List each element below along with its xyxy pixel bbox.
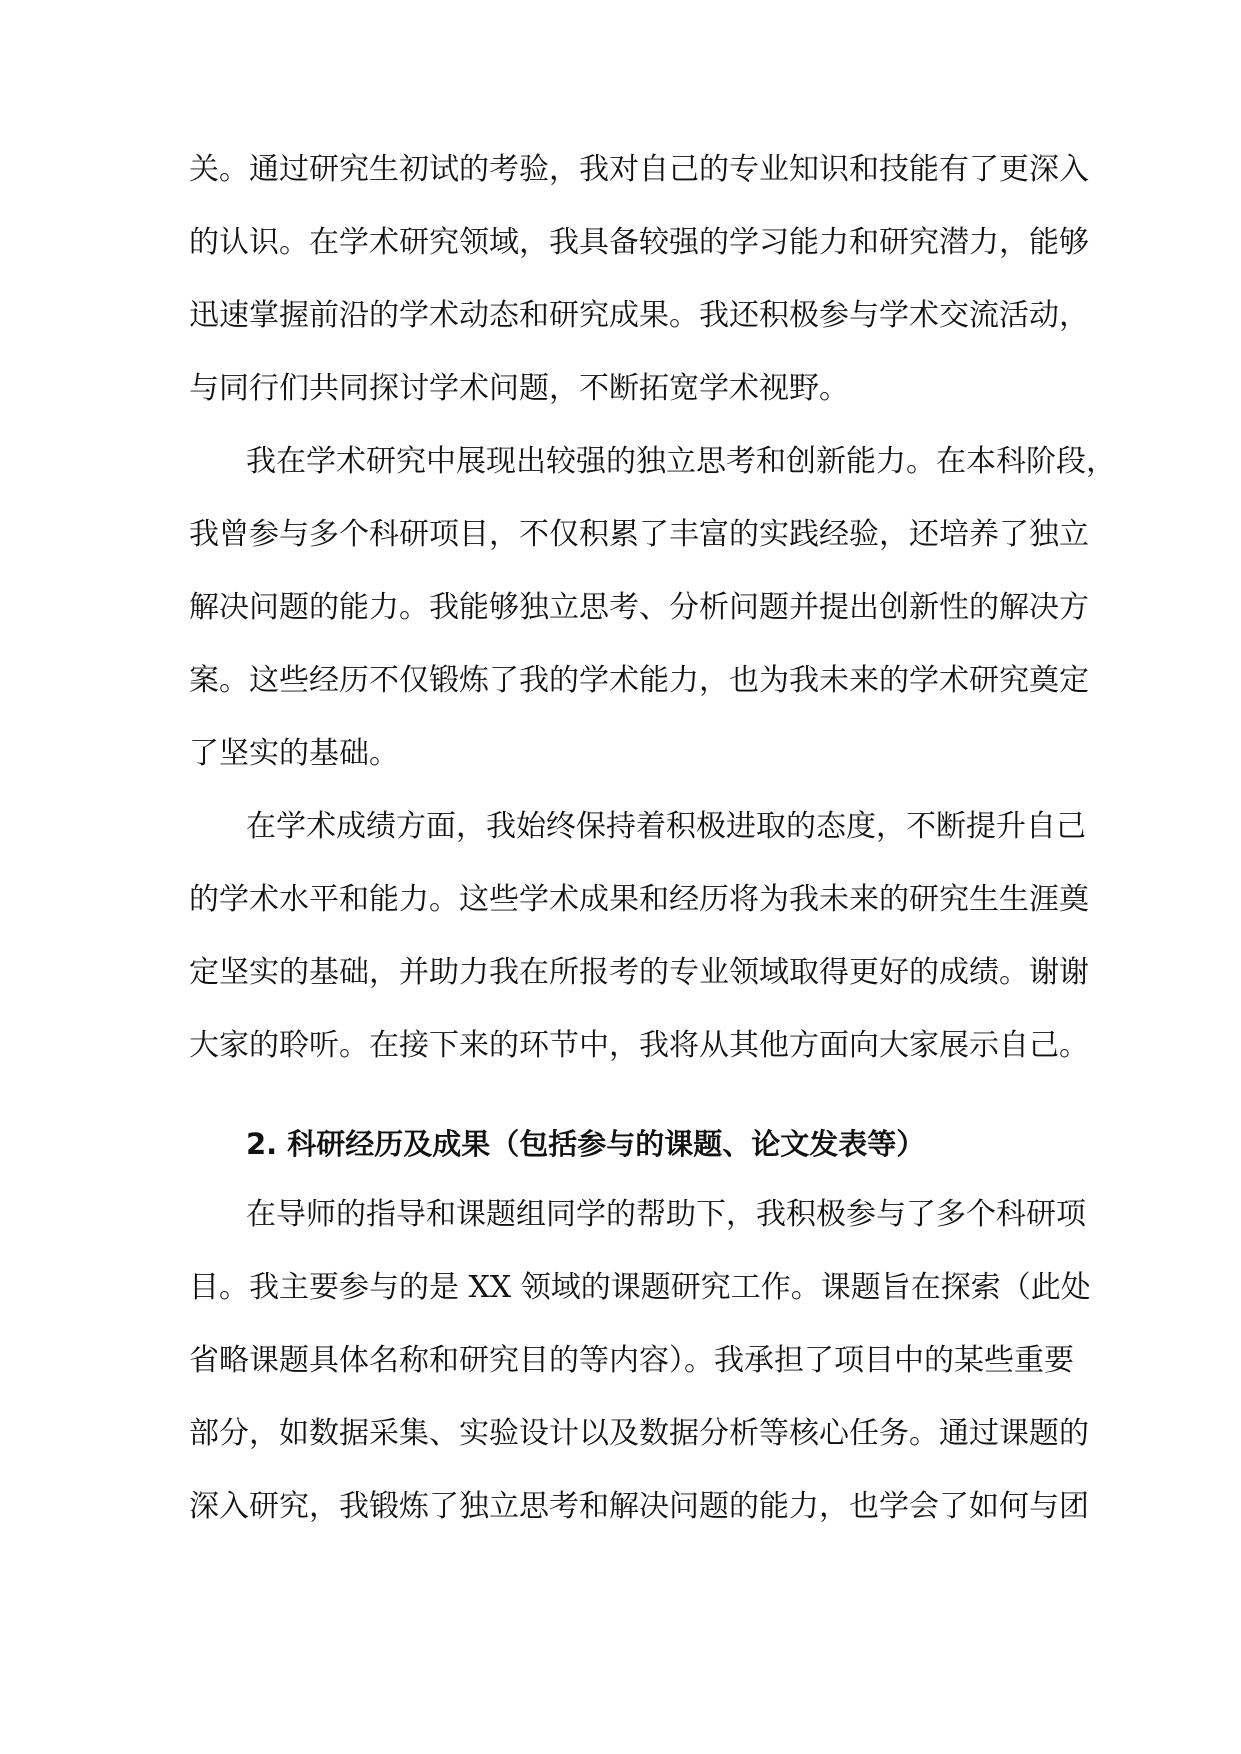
section-paragraph-line-5: 深入研究，我锻炼了独立思考和解决问题的能力，也学会了如何与团 (189, 1489, 1089, 1524)
paragraph-2-line-3: 解决问题的能力。我能够独立思考、分析问题并提出创新性的解决方 (189, 590, 1089, 625)
paragraph-3-line-4: 大家的聆听。在接下来的环节中，我将从其他方面向大家展示自己。 (189, 1028, 1089, 1063)
paragraph-3-line-1: 在学术成绩方面，我始终保持着积极进取的态度，不断提升自己 (246, 809, 1086, 844)
paragraph-2-line-5: 了坚实的基础。 (189, 736, 399, 771)
paragraph-2-line-1: 我在学术研究中展现出较强的独立思考和创新能力。在本科阶段， (246, 444, 1116, 479)
section-heading: 2. 科研经历及成果（包括参与的课题、论文发表等） (246, 1127, 926, 1161)
paragraph-3-line-3: 定坚实的基础，并助力我在所报考的专业领域取得更好的成绩。谢谢 (189, 955, 1089, 990)
paragraph-2-line-4: 案。这些经历不仅锻炼了我的学术能力，也为我未来的学术研究奠定 (189, 663, 1089, 698)
paragraph-1-line-4: 与同行们共同探讨学术问题，不断拓宽学术视野。 (189, 371, 849, 406)
paragraph-1-line-3: 迅速掌握前沿的学术动态和研究成果。我还积极参与学术交流活动， (189, 298, 1089, 333)
paragraph-1-line-1: 关。通过研究生初试的考验，我对自己的专业知识和技能有了更深入 (189, 152, 1089, 187)
section-paragraph-line-4: 部分，如数据采集、实验设计以及数据分析等核心任务。通过课题的 (189, 1416, 1089, 1451)
paragraph-3-line-2: 的学术水平和能力。这些学术成果和经历将为我未来的研究生生涯奠 (189, 882, 1089, 917)
section-paragraph-line-2: 目。我主要参与的是 XX 领域的课题研究工作。课题旨在探索（此处 (189, 1270, 1091, 1305)
section-paragraph-line-1: 在导师的指导和课题组同学的帮助下，我积极参与了多个科研项 (246, 1197, 1086, 1232)
section-paragraph-line-3: 省略课题具体名称和研究目的等内容）。我承担了项目中的某些重要 (189, 1343, 1074, 1378)
paragraph-2-line-2: 我曾参与多个科研项目，不仅积累了丰富的实践经验，还培养了独立 (189, 517, 1089, 552)
paragraph-1-line-2: 的认识。在学术研究领域，我具备较强的学习能力和研究潜力，能够 (189, 225, 1089, 260)
